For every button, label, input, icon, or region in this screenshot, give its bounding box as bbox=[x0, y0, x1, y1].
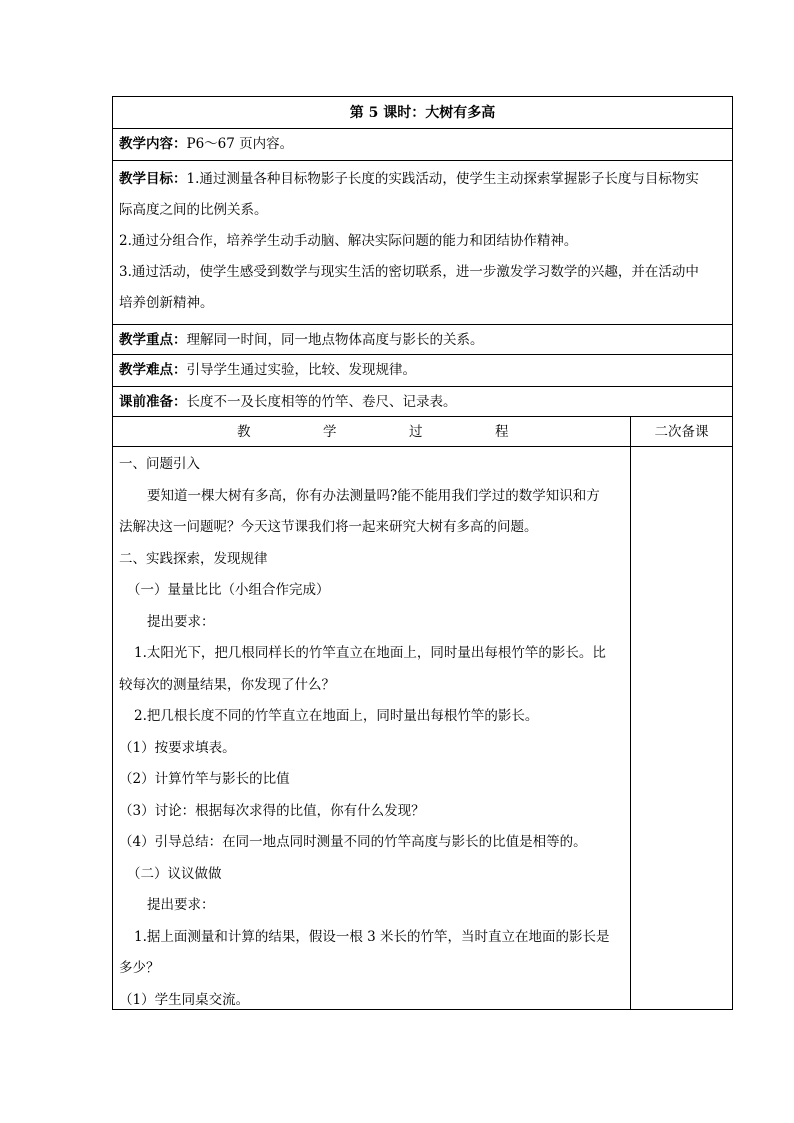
key-point-text: 理解同一时间，同一地点物体高度与影长的关系。 bbox=[186, 332, 484, 348]
subsection-1-title: （一）量量比比（小组合作完成） bbox=[127, 582, 330, 598]
step-5: （1）学生同桌交流。 bbox=[119, 991, 250, 1008]
step-3: （3）讨论：根据每次求得的比值，你有什么发现？ bbox=[119, 802, 425, 819]
process-header-char-3: 过 bbox=[409, 424, 423, 440]
key-point-row bbox=[113, 325, 732, 355]
process-header-char-2: 学 bbox=[323, 424, 337, 440]
item-3-line-2: 多少？ bbox=[119, 960, 160, 976]
process-body-row bbox=[113, 447, 732, 1009]
process-header-char-4: 程 bbox=[495, 424, 509, 440]
requirement-2-label: 提出要求： bbox=[147, 897, 215, 913]
content-text: P6～67 页内容。 bbox=[186, 136, 294, 152]
lesson-plan-table bbox=[112, 96, 733, 1010]
goal-3-line-2: 培养创新精神。 bbox=[119, 295, 214, 311]
process-header-char-1: 教 bbox=[237, 424, 251, 440]
item-1-line-2: 较每次的测量结果，你发现了什么？ bbox=[119, 676, 335, 693]
content-label: 教学内容： bbox=[119, 136, 187, 152]
key-point-label: 教学重点： bbox=[119, 332, 187, 348]
requirement-1-label: 提出要求： bbox=[147, 613, 215, 630]
lesson-title: 第 5 课时：大树有多高 bbox=[113, 97, 732, 129]
item-1-line-1: 1.太阳光下，把几根同样长的竹竿直立在地面上，同时量出每根竹竿的影长。比 bbox=[134, 645, 606, 661]
section-1-title: 一、问题引入 bbox=[119, 456, 200, 472]
process-content bbox=[113, 447, 631, 1009]
step-2: （2）计算竹竿与影长的比值 bbox=[119, 771, 290, 787]
goal-1-line-2: 际高度之间的比例关系。 bbox=[119, 202, 268, 218]
preparation-text: 长度不一及长度相等的竹竿、卷尺、记录表。 bbox=[186, 394, 457, 410]
difficulty-text: 引导学生通过实验，比较、发现规律。 bbox=[186, 362, 416, 378]
goals-row bbox=[113, 161, 732, 325]
goals-label: 教学目标： bbox=[119, 171, 187, 187]
section-2-title: 二、实践探索，发现规律 bbox=[119, 550, 268, 567]
section-1-para-line-1: 要知道一棵大树有多高，你有办法测量吗?能不能用我们学过的数学知识和方 bbox=[147, 487, 600, 504]
process-header bbox=[113, 417, 631, 446]
goal-2: 2.通过分组合作，培养学生动手动脑、解决实际问题的能力和团结协作精神。 bbox=[119, 233, 578, 249]
preparation-label: 课前准备： bbox=[119, 394, 187, 410]
process-header-row bbox=[113, 417, 732, 447]
second-prep-header: 二次备课 bbox=[654, 424, 709, 440]
step-4: （4）引导总结：在同一地点同时测量不同的竹竿高度与影长的比值是相等的。 bbox=[119, 834, 587, 850]
section-1-para-line-2: 法解决这一问题呢？今天这节课我们将一起来研究大树有多高的问题。 bbox=[119, 519, 538, 535]
difficulty-label: 教学难点： bbox=[119, 362, 187, 378]
item-2: 2.把几根长度不同的竹竿直立在地面上，同时量出每根竹竿的影长。 bbox=[134, 708, 539, 724]
second-prep-column bbox=[631, 447, 732, 1009]
difficulty-row bbox=[113, 355, 732, 387]
preparation-row bbox=[113, 387, 732, 417]
step-1: （1）按要求填表。 bbox=[119, 739, 236, 756]
subsection-2-title: （二）议议做做 bbox=[127, 865, 222, 882]
content-row bbox=[113, 129, 732, 161]
item-3-line-1: 1.据上面测量和计算的结果，假设一根 3 米长的竹竿，当时直立在地面的影长是 bbox=[134, 928, 610, 945]
goal-1-line-1: 1.通过测量各种目标物影子长度的实践活动，使学生主动探索掌握影子长度与目标物实 bbox=[186, 171, 699, 187]
goal-3-line-1: 3.通过活动，使学生感受到数学与现实生活的密切联系，进一步激发学习数学的兴趣，并在活动中 bbox=[119, 264, 699, 280]
